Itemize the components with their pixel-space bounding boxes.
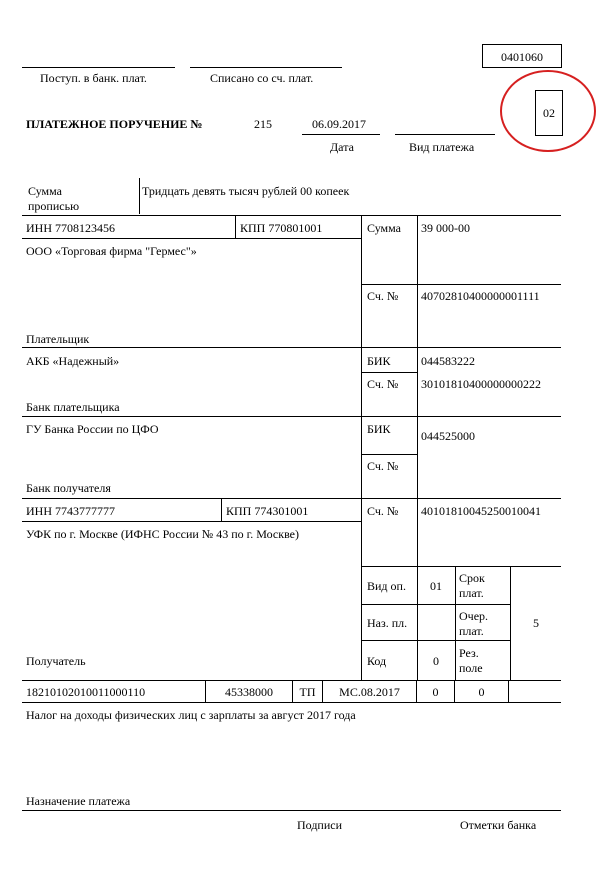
purpose-label: Назначение платежа <box>26 794 131 808</box>
tax-doc-date: 0 <box>478 685 485 699</box>
reserve-label-1: Рез. <box>459 646 479 660</box>
grid-line-payer-bank-bottom <box>22 416 561 417</box>
payer-account-label: Сч. № <box>367 289 399 303</box>
document-date: 06.09.2017 <box>312 117 366 131</box>
grid-vline-inn-kpp-payee <box>221 498 222 521</box>
amount-value: 39 000-00 <box>421 221 470 235</box>
payee-account: 40101810045250010041 <box>421 504 541 518</box>
payer-kpp: КПП 770801001 <box>240 221 323 235</box>
tax-vline-6 <box>508 680 509 702</box>
grid-line-codes-mid1 <box>361 604 455 605</box>
tax-kbk: 18210102010011000110 <box>26 685 146 699</box>
grid-line-codes-mid2 <box>361 640 455 641</box>
document-title: ПЛАТЕЖНОЕ ПОРУЧЕНИЕ № <box>26 117 203 131</box>
purpose-text: Налог на доходы физических лиц с зарплаты за август 2017 года <box>26 708 356 722</box>
tax-period: МС.08.2017 <box>339 685 400 699</box>
payer-account-value: 40702810400000001111 <box>421 289 540 303</box>
payer-bank-account-label: Сч. № <box>367 377 399 391</box>
date-label: Дата <box>330 140 354 154</box>
received-line <box>22 67 175 68</box>
order-label-1: Очер. <box>459 609 489 623</box>
term-label-2: плат. <box>459 586 484 600</box>
amount-words-divider <box>139 178 140 214</box>
payer-bank-bik-label: БИК <box>367 354 391 368</box>
received-label: Поступ. в банк. плат. <box>40 71 147 85</box>
purpose-bottom-line <box>22 810 561 811</box>
payer-name: ООО «Торговая фирма "Гермес"» <box>26 244 197 258</box>
amount-words-value: Тридцать девять тысяч рублей 00 копеек <box>142 184 350 198</box>
payee-inn: ИНН 7743777777 <box>26 504 115 518</box>
grid-line-term-bottom <box>455 604 510 605</box>
payer-bank-label: Банк плательщика <box>26 400 120 414</box>
op-type-label: Вид оп. <box>367 579 406 593</box>
amount-label: Сумма <box>367 221 401 235</box>
amount-words-label-1: Сумма <box>28 184 62 198</box>
tax-basis: ТП <box>299 685 316 699</box>
purpose-code-label: Наз. пл. <box>367 616 408 630</box>
payer-bank-account: 30101810400000000222 <box>421 377 541 391</box>
code-label: Код <box>367 654 387 668</box>
payee-label: Получатель <box>26 654 86 668</box>
payer-inn: ИНН 7708123456 <box>26 221 115 235</box>
date-line <box>302 134 380 135</box>
payer-bank-bik: 044583222 <box>421 354 475 368</box>
grid-line-order-bottom <box>455 640 510 641</box>
payee-bank-name: ГУ Банка России по ЦФО <box>26 422 159 436</box>
grid-vline-codes-a <box>455 566 456 680</box>
order-label-2: плат. <box>459 624 484 638</box>
grid-line-payee-bank-bottom <box>22 498 561 499</box>
grid-vline-center <box>361 215 362 680</box>
signatures-label: Подписи <box>297 818 343 832</box>
term-label-1: Срок <box>459 571 485 585</box>
grid-line-bik-payee <box>361 454 417 455</box>
order-value: 5 <box>533 616 539 630</box>
grid-line-bik-payer <box>361 372 417 373</box>
grid-line-payer-bottom <box>22 347 561 348</box>
payment-kind-line <box>395 134 495 135</box>
payee-name: УФК по г. Москве (ИФНС России № 43 по г. Москве) <box>26 527 299 541</box>
payee-account-label: Сч. № <box>367 504 399 518</box>
payee-bank-label: Банк получателя <box>26 481 111 495</box>
grid-line-inn-payee <box>22 521 361 522</box>
payment-type-code: 02 <box>543 106 555 120</box>
debited-label: Списано со сч. плат. <box>210 71 314 85</box>
payment-kind-label: Вид платежа <box>409 140 475 154</box>
amount-words-label-2: прописью <box>28 199 80 213</box>
code-value: 0 <box>433 654 439 668</box>
grid-line-account-payer-top <box>361 284 561 285</box>
payee-bank-bik: 044525000 <box>421 429 475 443</box>
payee-kpp: КПП 774301001 <box>226 504 309 518</box>
bank-marks-label: Отметки банка <box>460 818 537 832</box>
payee-bank-bik-label: БИК <box>367 422 391 436</box>
document-number: 215 <box>254 117 272 131</box>
tax-oktmo: 45338000 <box>225 685 273 699</box>
payee-bank-account-label: Сч. № <box>367 459 399 473</box>
grid-line-tax-bottom <box>22 702 561 703</box>
payer-bank-name: АКБ «Надежный» <box>26 354 120 368</box>
grid-line-codes-top <box>361 566 561 567</box>
reserve-label-2: поле <box>459 661 483 675</box>
payer-label: Плательщик <box>26 332 90 346</box>
debited-line <box>190 67 342 68</box>
grid-vline-value <box>417 215 418 680</box>
highlight-circle <box>500 70 596 152</box>
form-code: 0401060 <box>501 50 543 64</box>
grid-vline-inn-kpp-payer <box>235 215 236 238</box>
tax-doc-number: 0 <box>432 685 439 699</box>
op-type-value: 01 <box>430 579 442 593</box>
grid-line-inn-payer <box>22 238 361 239</box>
grid-line-top <box>22 215 561 216</box>
